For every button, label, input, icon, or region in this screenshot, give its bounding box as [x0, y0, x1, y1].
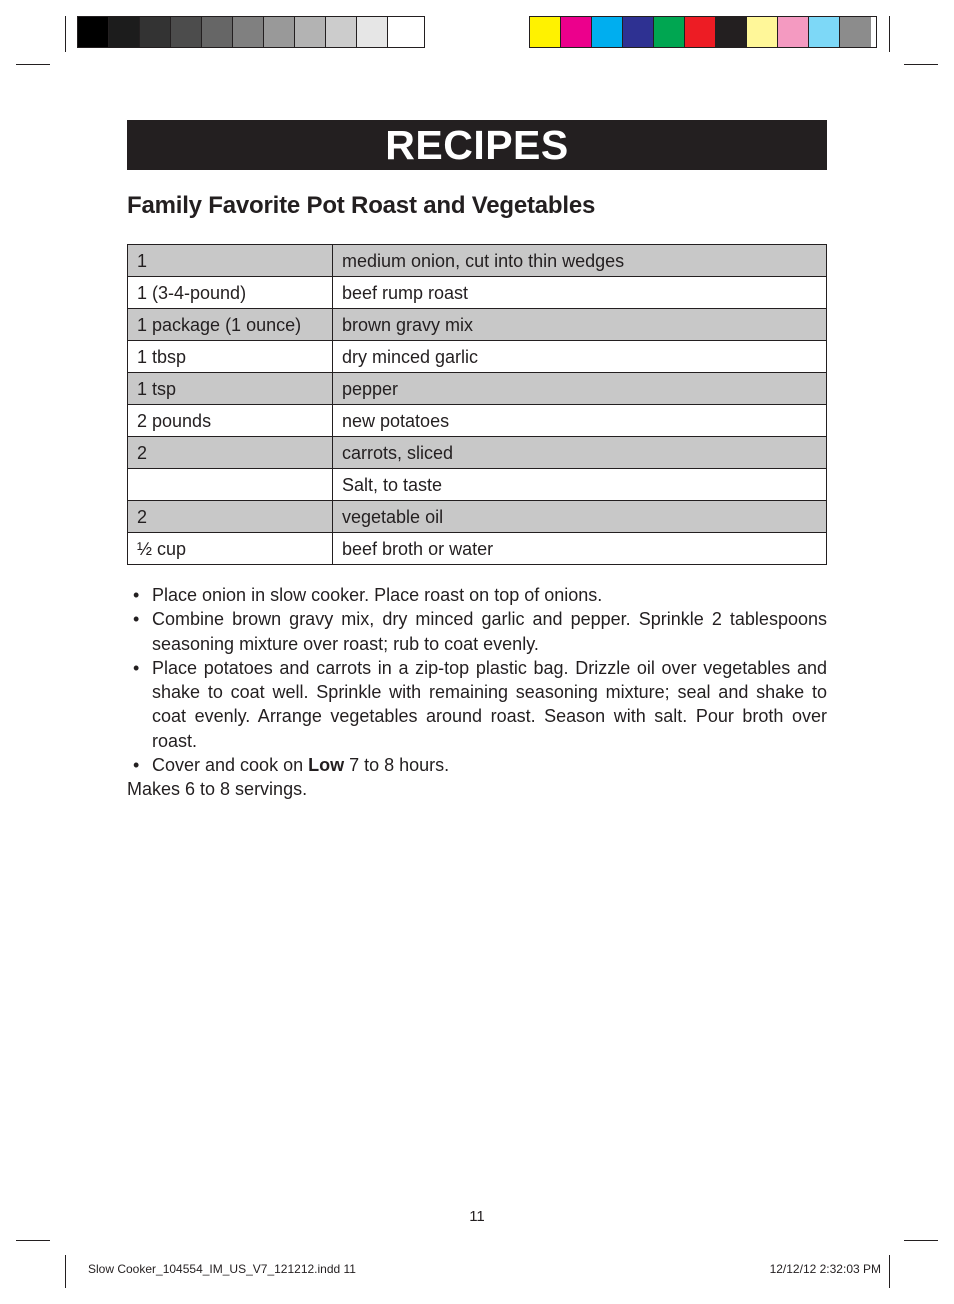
ingredient-name: medium onion, cut into thin wedges [333, 245, 827, 277]
color-registration-bar [529, 16, 877, 48]
ingredient-quantity: 1 [128, 245, 333, 277]
ingredient-row [128, 373, 827, 405]
servings-note: Makes 6 to 8 servings. [127, 779, 308, 799]
color-swatch [233, 17, 264, 47]
ingredient-row [128, 245, 827, 277]
page-number: 11 [469, 1208, 485, 1225]
color-swatch [685, 17, 716, 47]
ingredient-quantity: 2 [128, 501, 333, 533]
color-swatch [357, 17, 388, 47]
instruction-step: • Place onion in slow cooker. Place roast on top of onions. [127, 583, 827, 607]
color-swatch [295, 17, 326, 47]
ingredient-name: beef broth or water [333, 533, 827, 565]
color-swatch [809, 17, 840, 47]
ingredient-quantity: 2 pounds [128, 405, 333, 437]
ingredient-row [128, 501, 827, 533]
ingredient-name: dry minced garlic [333, 341, 827, 373]
color-swatch [716, 17, 747, 47]
ingredient-quantity [128, 469, 333, 501]
ingredient-name: vegetable oil [333, 501, 827, 533]
ingredient-name: new potatoes [333, 405, 827, 437]
ingredient-row [128, 533, 827, 565]
ingredient-quantity: 2 [128, 437, 333, 469]
crop-mark [904, 64, 938, 65]
setting-emphasis: Low [308, 755, 345, 776]
crop-mark [904, 1240, 938, 1241]
ingredient-row [128, 277, 827, 309]
ingredient-row [128, 405, 827, 437]
instruction-list [127, 583, 827, 777]
ingredient-name: beef rump roast [333, 277, 827, 309]
ingredient-row [128, 437, 827, 469]
instruction-step: • Place potatoes and carrots in a zip-top plastic bag. Drizzle oil over vegetables and shake to coat well. Sprinkle with remaining seasoning mixture; seal and shake to coat evenly. Arrange vegetables around roast. Season with salt. Pour broth over roast. [127, 656, 827, 753]
section-banner [127, 120, 827, 170]
step-text: 7 to 8 hours. [344, 755, 450, 776]
crop-mark [889, 1255, 890, 1288]
ingredient-quantity: 1 package (1 ounce) [128, 309, 333, 341]
print-timestamp: 12/12/12 2:32:03 PM [769, 1262, 881, 1276]
instruction-step: • Combine brown gravy mix, dry minced garlic and pepper. Sprinkle 2 tablespoons seasoning mixture over roast; rub to coat evenly. [127, 607, 827, 656]
color-swatch [778, 17, 809, 47]
color-swatch [654, 17, 685, 47]
crop-mark [16, 64, 50, 65]
ingredient-row [128, 309, 827, 341]
ingredient-row [128, 341, 827, 373]
crop-mark [889, 16, 890, 52]
crop-mark [65, 1255, 66, 1288]
color-swatch [592, 17, 623, 47]
ingredient-quantity: ½ cup [128, 533, 333, 565]
banner-title: RECIPES [385, 121, 569, 168]
color-swatch [326, 17, 357, 47]
crop-mark [65, 16, 66, 52]
ingredient-quantity: 1 tsp [128, 373, 333, 405]
ingredients-table [127, 244, 827, 565]
ingredient-quantity: 1 tbsp [128, 341, 333, 373]
color-swatch [840, 17, 871, 47]
instruction-step [127, 753, 827, 777]
color-swatch [171, 17, 202, 47]
ingredient-row [128, 469, 827, 501]
file-slug: Slow Cooker_104554_IM_US_V7_121212.indd 11 [88, 1262, 356, 1276]
ingredient-name: carrots, sliced [333, 437, 827, 469]
color-swatch [202, 17, 233, 47]
color-swatch [264, 17, 295, 47]
color-swatch [530, 17, 561, 47]
ingredient-quantity: 1 (3-4-pound) [128, 277, 333, 309]
color-swatch [561, 17, 592, 47]
crop-mark [16, 1240, 50, 1241]
grayscale-registration-bar [77, 16, 425, 48]
step-text: Cover and cook on [152, 755, 309, 776]
color-swatch [747, 17, 778, 47]
ingredient-name: pepper [333, 373, 827, 405]
ingredient-name: Salt, to taste [333, 469, 827, 501]
color-swatch [388, 17, 419, 47]
ingredient-name: brown gravy mix [333, 309, 827, 341]
color-swatch [78, 17, 109, 47]
recipe-title: Family Favorite Pot Roast and Vegetables [127, 192, 596, 219]
color-swatch [623, 17, 654, 47]
color-swatch [140, 17, 171, 47]
color-swatch [109, 17, 140, 47]
